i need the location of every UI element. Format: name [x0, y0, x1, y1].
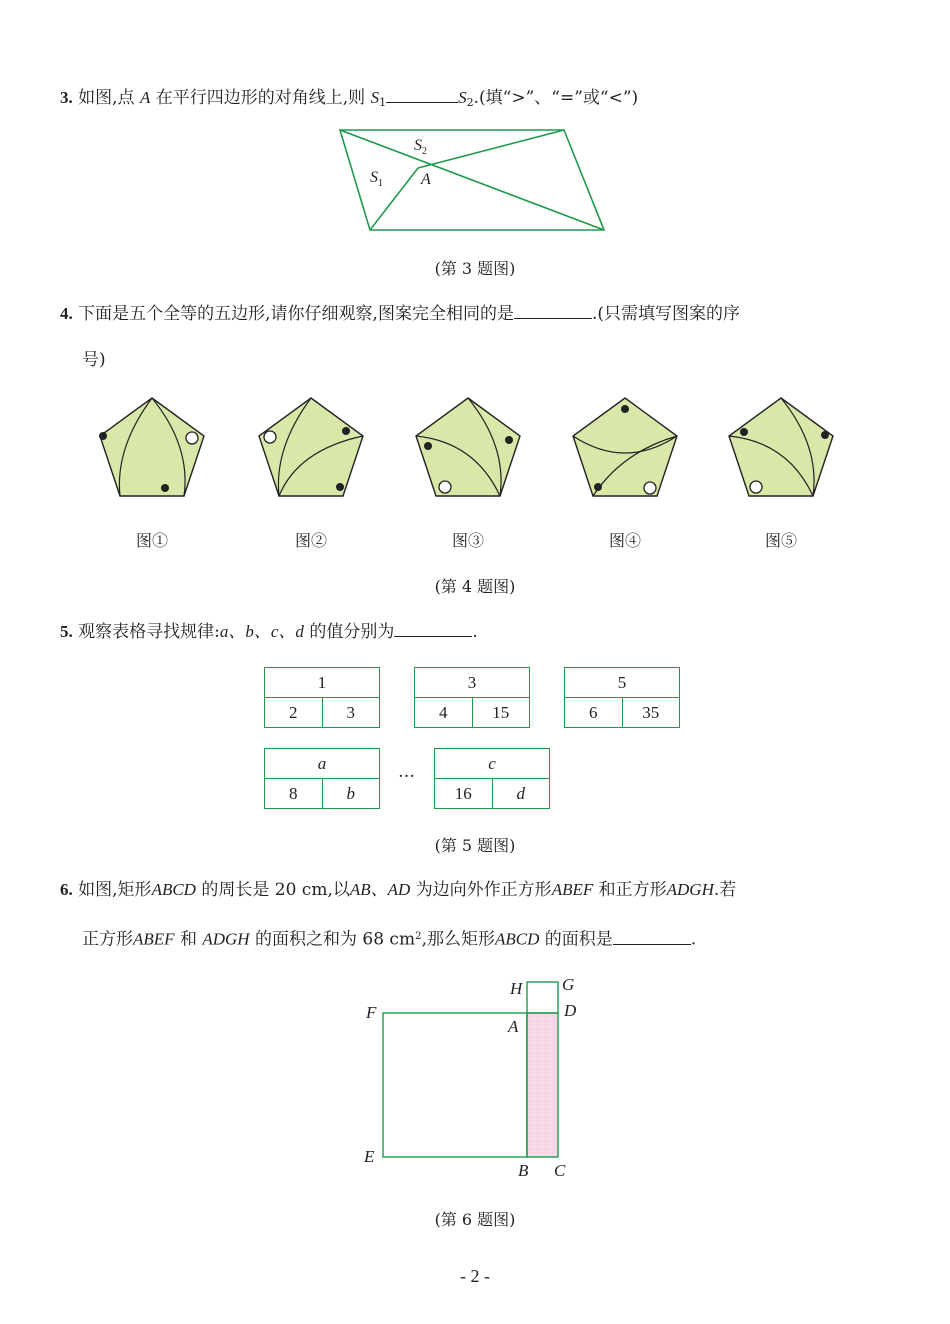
question-4-text-cont: 号)	[82, 350, 106, 370]
figure-caption: (第 3 题图)	[434, 259, 516, 278]
segment-a-vertex	[418, 130, 564, 168]
question-5-text: 5. 观察表格寻找规律:a、b、c、d 的值分别为 .	[60, 618, 478, 645]
figure-caption: (第 6 题图)	[434, 1210, 516, 1229]
question-6-text-line2: 正方形ABEF 和 ADGH 的面积之和为 68 $cm^2$,那么矩形ABCD 的面积是 .	[82, 924, 696, 953]
question-3-text: 3. 如图,点 A 在平行四边形的对角线上,则 $S_1$ $S_2$.(填“>”、“=”或“<”)	[60, 84, 638, 116]
pentagon-4	[573, 398, 677, 496]
label-e: E	[364, 1147, 375, 1166]
label-s2: $S_2$	[414, 137, 427, 157]
answer-blank	[386, 84, 458, 103]
question-number: 3.	[60, 88, 73, 107]
label-a: A	[421, 171, 431, 188]
label-b: B	[518, 1161, 529, 1180]
pentagon-3	[416, 398, 520, 496]
figure-caption: (第 4 题图)	[434, 577, 516, 596]
answer-blank	[394, 618, 472, 637]
figure-label-3: 图③	[451, 531, 484, 550]
label-g: G	[562, 975, 575, 994]
square-adgh	[527, 982, 558, 1013]
answer-blank	[613, 926, 691, 945]
label-c: C	[554, 1161, 566, 1180]
pentagons-figure	[0, 390, 950, 510]
pattern-table-5: c 16 d	[434, 748, 550, 809]
answer-blank	[514, 300, 592, 319]
label-a: A	[508, 1017, 519, 1036]
figure-caption: (第 5 题图)	[434, 836, 516, 855]
label-h: H	[510, 979, 523, 998]
square-abef	[383, 1013, 527, 1157]
rectangle-abcd	[527, 1013, 558, 1157]
pattern-table-3: 5 6 35	[564, 667, 680, 728]
figure-label-2: 图②	[294, 531, 327, 550]
pentagon-5	[729, 398, 833, 496]
pentagon-2	[259, 398, 363, 496]
label-f: F	[366, 1003, 377, 1022]
pattern-table-4: a 8 b	[264, 748, 380, 809]
ellipsis: …	[398, 762, 415, 782]
figure-label-1: 图①	[135, 531, 168, 550]
pattern-table-2: 3 4 15	[414, 667, 530, 728]
pentagon-1	[99, 398, 204, 496]
figure-label-4: 图④	[608, 531, 641, 550]
question-6-text-line1: 6. 如图,矩形ABCD 的周长是 20 cm,以AB、AD 为边向外作正方形ABEF 和正方形ADGH.若	[60, 880, 737, 900]
page-number: - 2 -	[460, 1266, 490, 1286]
question-4-text: 4. 下面是五个全等的五边形,请你仔细观察,图案完全相同的是 .(只需填写图案的序	[60, 300, 740, 327]
label-d: D	[564, 1001, 577, 1020]
rectangle-squares-figure	[350, 970, 600, 1185]
pattern-table-1: 1 2 3	[264, 667, 380, 728]
parallelogram-figure	[330, 122, 620, 240]
figure-label-5: 图⑤	[764, 531, 797, 550]
label-s1: $S_1$	[370, 169, 383, 189]
